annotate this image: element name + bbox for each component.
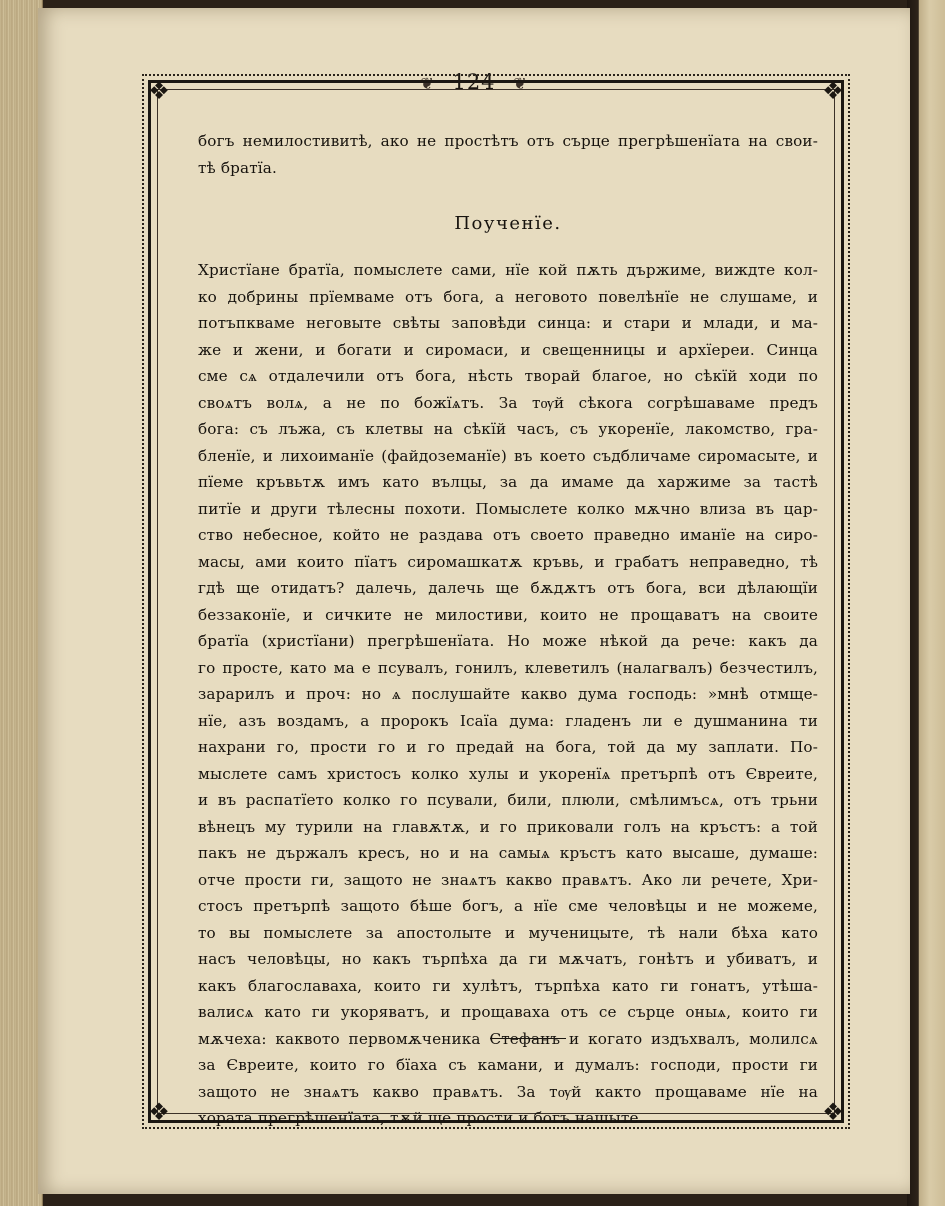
text-line: беззаконїе, и сичките не милостиви, които не прощаватъ на своите xyxy=(198,605,818,624)
corner-ornament-icon: ❖ xyxy=(148,77,170,105)
text-line: нїе, азъ воздамъ, а пророкъ Ісаїа дума: гладенъ ли е душманина ти xyxy=(198,711,818,730)
text-line: стосъ претърпѣ защото бѣше богъ, а нїе сме человѣцы и не можеме, xyxy=(198,897,818,915)
text-line: вѣнецъ му турили на главѫтѫ, и го приковали голъ на кръстъ: а той xyxy=(198,817,818,836)
text-line: то вы помыслете за апостолыте и мученицыте, тѣ нали бѣха като xyxy=(198,923,818,942)
text-line: богъ немилостивитѣ, ако не простѣтъ отъ сърце прегрѣшенїата на свои- xyxy=(198,132,818,150)
corner-ornament-icon: ❖ xyxy=(148,1098,170,1126)
text-line: какъ благославаха, които ги хулѣтъ, търпѣха като ги гонатъ, утѣша- xyxy=(198,976,818,995)
text-line: пакъ не държалъ кресъ, но и на самыѧ кръстъ като высаше, думаше: xyxy=(198,844,818,862)
text-line: ко добрины прїемваме отъ бога, а неговото повелѣнїе не слушаме, и xyxy=(198,287,818,306)
text-line: братїа (христїани) прегрѣшенїата. Но може нѣкой да рече: какъ да xyxy=(198,632,818,650)
text-line: за Євреите, които го бїаха съ камани, и думалъ: господи, прости ги xyxy=(198,1056,818,1074)
text-line: бога: съ лъжа, съ клетвы на сѣкїй часъ, съ укоренїе, лакомство, гра- xyxy=(198,420,818,438)
text-line: насъ человѣцы, но какъ търпѣха да ги мѫчатъ, гонѣтъ и убиватъ, и xyxy=(198,950,818,968)
text-line: мѫчеха: каквото первомѫченика Стефанъ и когато издъхвалъ, молилсѧ xyxy=(198,1029,818,1048)
text-line: пїеме кръвьтѫ имъ като вълцы, за да имаме да харжиме за тастѣ xyxy=(198,473,818,491)
text-line: хората прегрѣшенїата, тѫй ще прости и богъ нашыте. xyxy=(198,1109,644,1127)
text-line: же и жени, и богати и сиромаси, и свещенницы и архїереи. Синца xyxy=(198,340,818,359)
text-line: масы, ами които пїатъ сиромашкатѫ кръвь, и грабатъ неправедно, тѣ xyxy=(198,552,818,571)
text-line: го просте, като ма е псувалъ, гонилъ, клеветилъ (налагвалъ) безчестилъ, xyxy=(198,658,818,677)
laurel-left-icon: ❦ xyxy=(420,74,435,93)
text-line: ство небесное, който не раздава отъ своето праведно иманїе на сиро- xyxy=(198,526,818,544)
intro-paragraph xyxy=(198,128,818,181)
page-stack-edges xyxy=(0,0,43,1206)
text-line: и въ распатїето колко го псували, били, плюли, смѣлимъсѧ, отъ трьни xyxy=(198,791,818,809)
text-line: Христїане братїа, помыслете сами, нїе кой пѫть държиме, виждте кол- xyxy=(198,261,818,279)
closing-rule xyxy=(490,1038,566,1039)
text-line: отче прости ги, защото не знаѧтъ какво правѧтъ. Ако ли речете, Хри- xyxy=(198,870,818,889)
text-line: тѣ братїа. xyxy=(198,158,277,177)
text-line: нахрани го, прости го и го предай на бога, той да му заплати. По- xyxy=(198,738,818,756)
text-line: защото не знаѧтъ какво правѧтъ. За тѹй както прощаваме нїе на xyxy=(198,1082,818,1101)
corner-ornament-icon: ❖ xyxy=(822,1098,844,1126)
text-line: своѧтъ волѧ, а не по божїѧтъ. За тѹй сѣкога согрѣшаваме предъ xyxy=(198,393,818,412)
text-line: зарарилъ и проч: но ѧ послушайте какво дума господь: »мнѣ отмще- xyxy=(198,685,818,703)
text-line: бленїе, и лихоиманїе (файдоземанїе) въ което съдбличаме сиромасыте, и xyxy=(198,446,818,465)
next-page-edge xyxy=(907,0,945,1206)
laurel-right-icon: ❦ xyxy=(513,74,528,93)
page-number: 124 xyxy=(452,70,496,94)
text-line: валисѧ като ги укоряватъ, и прощаваха отъ се сърце оныѧ, които ги xyxy=(198,1003,818,1021)
text-line: сме сѧ отдалечили отъ бога, нѣсть творай благое, но сѣкїй ходи по xyxy=(198,367,818,385)
text-line: питїе и други тѣлесны похоти. Помыслете колко мѫчно влиза въ цар- xyxy=(198,499,818,518)
text-line: мыслете самъ христосъ колко хулы и укоренїѧ претърпѣ отъ Євреите, xyxy=(198,764,818,783)
book-page xyxy=(38,8,910,1194)
corner-ornament-icon: ❖ xyxy=(822,77,844,105)
text-line: гдѣ ще отидатъ? далечь, далечь ще бѫдѫтъ отъ бога, вси дѣлающїи xyxy=(198,579,818,597)
page-text xyxy=(198,128,818,1132)
section-title: Поученїе. xyxy=(454,213,562,234)
body-paragraph xyxy=(198,257,818,1132)
text-line: потъпкваме неговыте свѣты заповѣди синца: и стари и млади, и ма- xyxy=(198,314,818,332)
